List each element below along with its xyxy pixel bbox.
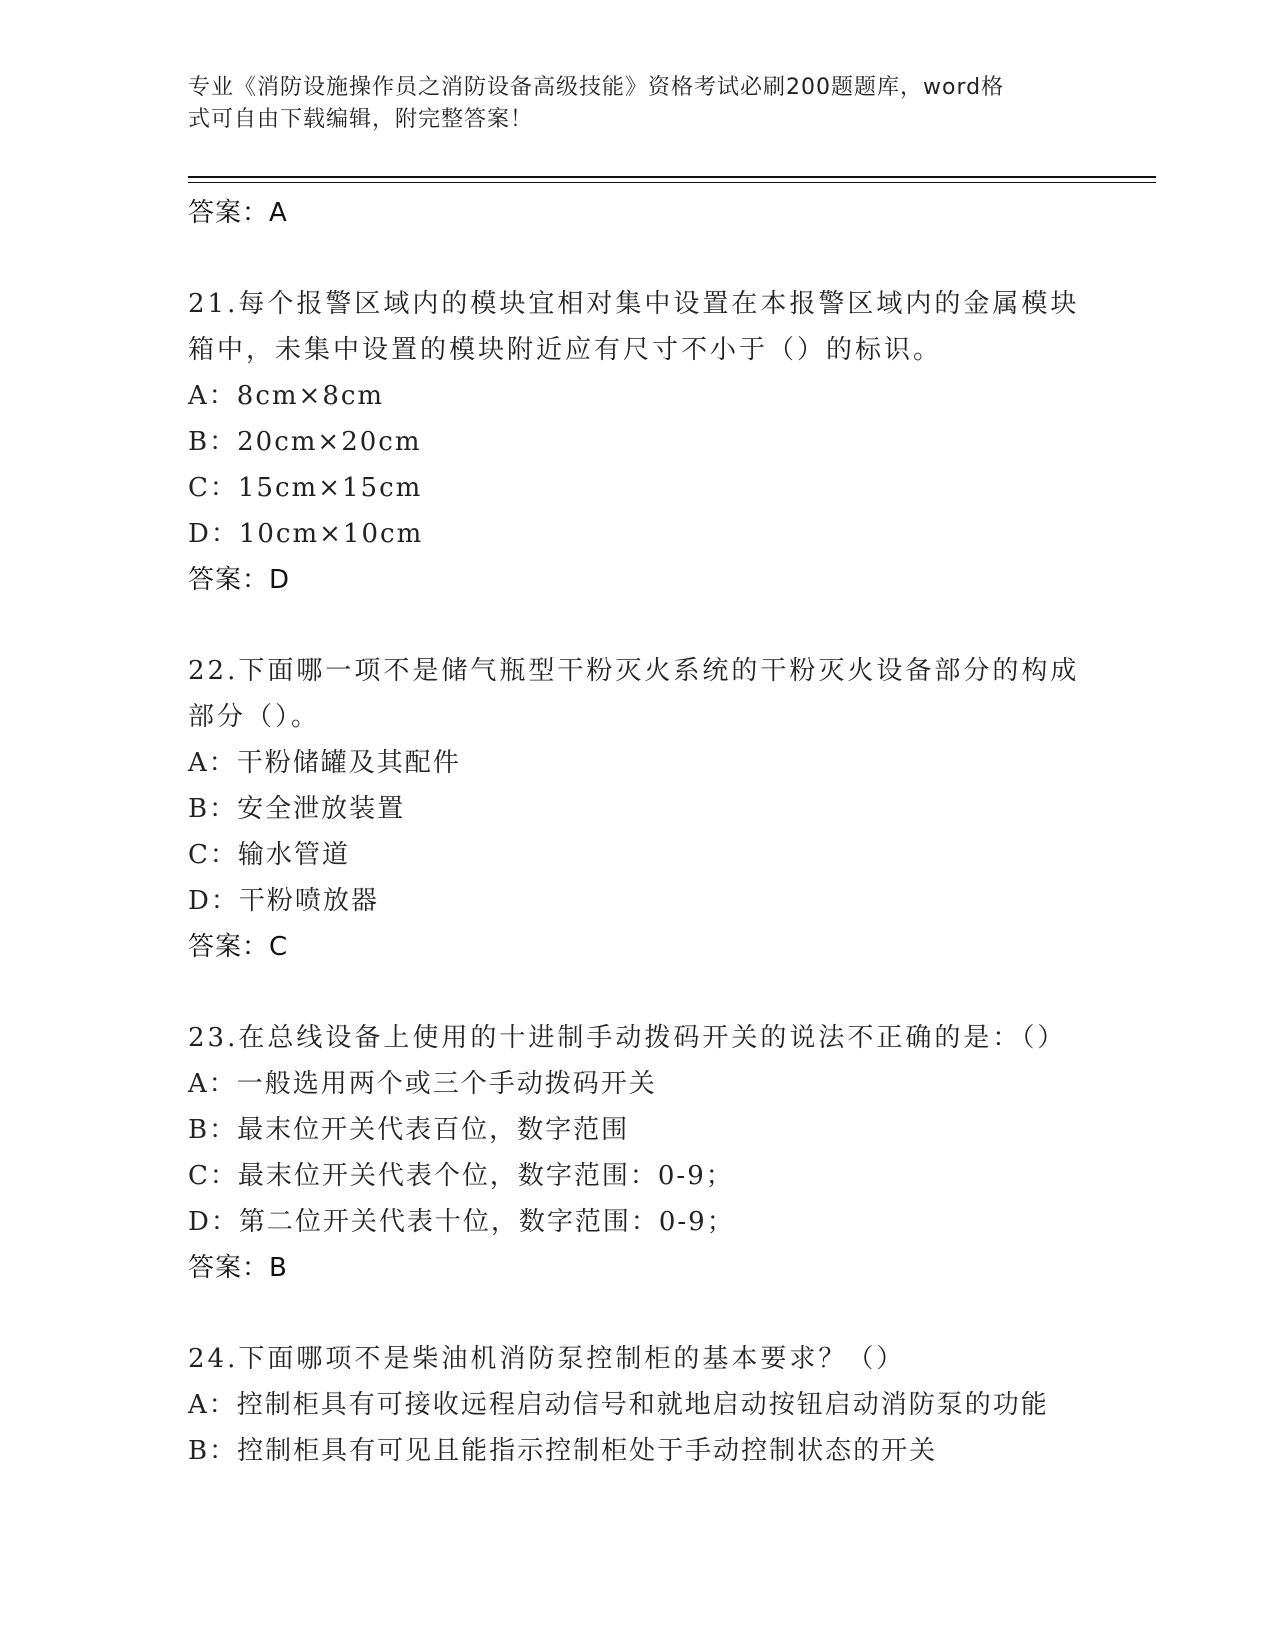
question-text-line-1: 24.下面哪项不是柴油机消防泵控制柜的基本要求？（） [188,1344,906,1374]
option-b: B：安全泄放装置 [188,794,406,824]
option-d: D：干粉喷放器 [188,886,379,916]
question-text-line-1: 22.下面哪一项不是储气瓶型干粉灭火系统的干粉灭火设备部分的构成 [188,656,1080,686]
answer: 答案：C [188,932,289,962]
option-b: B：20cm×20cm [188,427,422,457]
header-line-2: 式可自由下载编辑，附完整答案！ [188,107,534,132]
option-a: A：控制柜具有可接收远程启动信号和就地启动按钮启动消防泵的功能 [188,1390,1049,1420]
question-22 [188,648,1088,970]
option-d: D：10cm×10cm [188,519,424,549]
answer-previous: 答案：A [188,198,288,228]
answer: 答案：D [188,565,291,595]
option-c: C：15cm×15cm [188,473,423,503]
question-text-line-2: 部分（）。 [188,702,321,732]
header-line-1: 专业《消防设施操作员之消防设备高级技能》资格考试必刷200题题库，word格 [188,75,1005,100]
option-a: A：干粉储罐及其配件 [188,748,461,778]
header-divider-thick [188,176,1156,178]
question-24 [188,1336,1088,1474]
question-text-line-2: 箱中，未集中设置的模块附近应有尺寸不小于（）的标识。 [188,335,943,365]
option-b: B：控制柜具有可见且能指示控制柜处于手动控制状态的开关 [188,1436,938,1466]
question-text-line-1: 21.每个报警区域内的模块宜相对集中设置在本报警区域内的金属模块 [188,289,1080,319]
header-divider-thin [188,182,1156,183]
option-c: C：输水管道 [188,840,350,870]
answer: 答案：B [188,1253,288,1283]
option-a: A：8cm×8cm [188,381,385,411]
option-a: A：一般选用两个或三个手动拨码开关 [188,1069,657,1099]
question-list [188,190,1088,1474]
option-c: C：最末位开关代表个位，数字范围：0-9； [188,1161,734,1191]
option-b: B：最末位开关代表百位，数字范围 [188,1115,630,1145]
option-d: D：第二位开关代表十位，数字范围：0-9； [188,1207,735,1237]
question-21 [188,281,1088,603]
question-23 [188,1015,1088,1291]
document-header [188,72,1068,136]
question-text-line-1: 23.在总线设备上使用的十进制手动拨码开关的说法不正确的是：（） [188,1023,1067,1053]
